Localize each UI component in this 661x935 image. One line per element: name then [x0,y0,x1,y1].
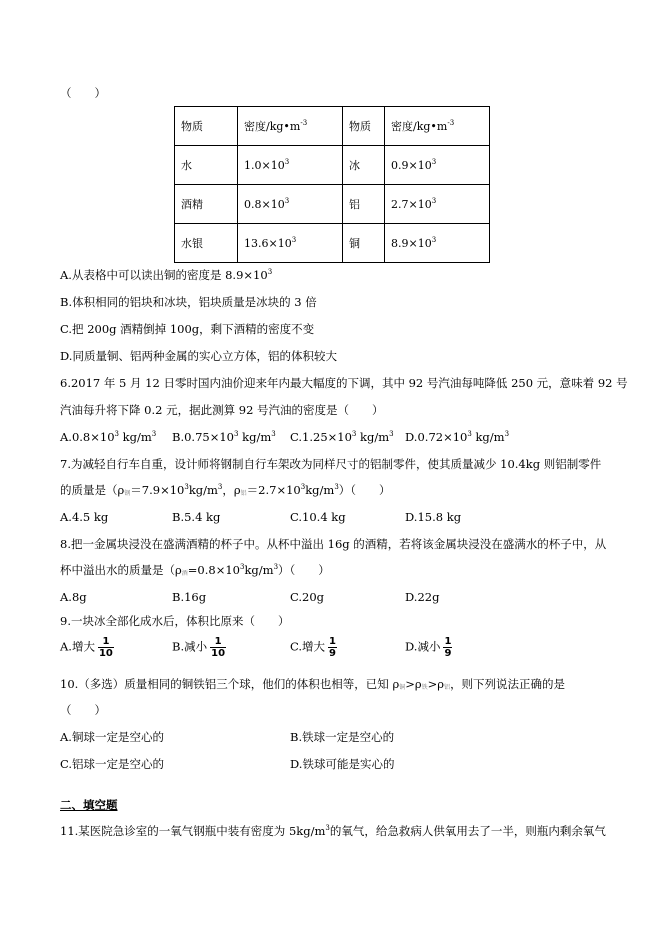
substance-cell: 铝 [343,185,385,224]
q8-option-c: C.20g [290,590,325,604]
q5-option-a: A.从表格中可以读出铜的密度是 $8.9\times 10^3$ [60,268,273,282]
header-cell: 密度$/kg•m^{-3}$ [385,107,490,146]
q7-option-d: D.15.8 kg [405,510,462,524]
density-table [174,106,490,263]
q9-option-a: A.增大 $\frac{1}{10}$ [60,636,113,659]
fraction: $\frac{1}{10}$ [211,636,226,659]
table-row [175,224,490,263]
table-header-row [175,107,490,146]
density-cell: $8.9\times 10^3$ [385,224,490,263]
q6-option-c: $C.1.25\times 10^3$ $kg/m^3$ [290,430,394,444]
q8-option-d: D.22g [405,590,440,604]
fraction: $\frac{1}{9}$ [329,636,337,659]
density-cell: $0.9\times 10^3$ [385,146,490,185]
q9-option-b: B.减小 $\frac{1}{10}$ [172,636,226,659]
density-cell: $1.0\times 10^3$ [238,146,343,185]
q6-option-b: $B.0.75\times 10^3$ $kg/m^3$ [172,430,276,444]
q10-option-a: A.铜球一定是空心的 [60,730,164,744]
q10-option-d: D.铁球可能是实心的 [290,757,395,771]
substance-cell: 铜 [343,224,385,263]
fraction: $\frac{1}{9}$ [444,636,452,659]
q6-stem-line2: 汽油每升将下降 0.2 元，据此测算 92 号汽油的密度是（ ） [60,403,384,417]
q7-stem-line2: 的质量是（ρ钢$=7.9\times 10^3kg/m^3$，ρ铝$=2.7\times 10^3kg/m^3$）（ ） [60,483,391,497]
q5-answer-blank: （ ） [60,86,106,100]
density-cell: $0.8\times 10^3$ [238,185,343,224]
q9-option-c: C.增大 $\frac{1}{9}$ [290,636,337,659]
q8-option-b: B.16g [172,590,207,604]
q7-option-b: B.5.4 kg [172,510,221,524]
substance-cell: 酒精 [175,185,238,224]
q9-option-d: D.减小 $\frac{1}{9}$ [405,636,452,659]
q6-option-d: $D.0.72\times 10^3$ $kg/m^3$ [405,430,510,444]
substance-cell: 冰 [343,146,385,185]
q10-answer-blank: （ ） [60,703,106,717]
substance-cell: 水银 [175,224,238,263]
density-cell: $13.6\times 10^3$ [238,224,343,263]
header-cell: 物质 [343,107,385,146]
q7-stem-line1: 7.为减轻自行车自重，设计师将钢制自行车架改为同样尺寸的铝制零件，使其质量减少 10.4kg 则铝制零件 [60,457,602,471]
header-cell: 密度$/kg•m^{-3}$ [238,107,343,146]
q10-option-b: B.铁球一定是空心的 [290,730,395,744]
q6-option-a: $A.0.8\times 10^3$ $kg/m^3$ [60,430,157,444]
table-row [175,185,490,224]
table-row [175,146,490,185]
q5-option-d: D.同质量铜、铝两种金属的实心立方体，铝的体积较大 [60,349,337,363]
q9-stem: 9.一块冰全部化成水后，体积比原来（ ） [60,614,290,628]
substance-cell: 水 [175,146,238,185]
q8-stem-line1: 8.把一金属块浸没在盛满酒精的杯子中。从杯中溢出 16g 的酒精，若将该金属块浸没在盛满水的杯子中，从 [60,537,607,551]
q7-option-a: A.4.5 kg [60,510,109,524]
q11-stem-line1: 11.某医院急诊室的一氧气钢瓶中装有密度为 $5kg/m^3$的氧气，给急救病人供氧用去了一半，则瓶内剩余氧气 [60,824,606,838]
q10-option-c: C.铝球一定是空心的 [60,757,165,771]
q5-option-b: B.体积相同的铝块和冰块，铝块质量是冰块的 3 倍 [60,295,317,309]
fraction: $\frac{1}{10}$ [98,636,113,659]
q6-stem-line1: 6.2017 年 5 月 12 日零时国内油价迎来年内最大幅度的下调，其中 92 号汽油每吨降低 250 元，意味着 92 号 [60,376,628,390]
q7-option-c: C.10.4 kg [290,510,346,524]
section-title: 二、填空题 [60,798,118,812]
header-cell: 物质 [175,107,238,146]
q8-option-a: A.8g [60,590,87,604]
density-cell: $2.7\times 10^3$ [385,185,490,224]
q8-stem-line2: 杯中溢出水的质量是（ρ酒$=0.8\times 10^3kg/m^3$）（ ） [60,563,330,577]
q5-option-c: C.把 200g 酒精倒掉 100g，剩下酒精的密度不变 [60,322,315,336]
q10-stem-line1: 10.（多选）质量相同的铜铁铝三个球，他们的体积也相等，已知 ρ铜>ρ铁>ρ铝，则下列说法正确的是 [60,677,566,691]
